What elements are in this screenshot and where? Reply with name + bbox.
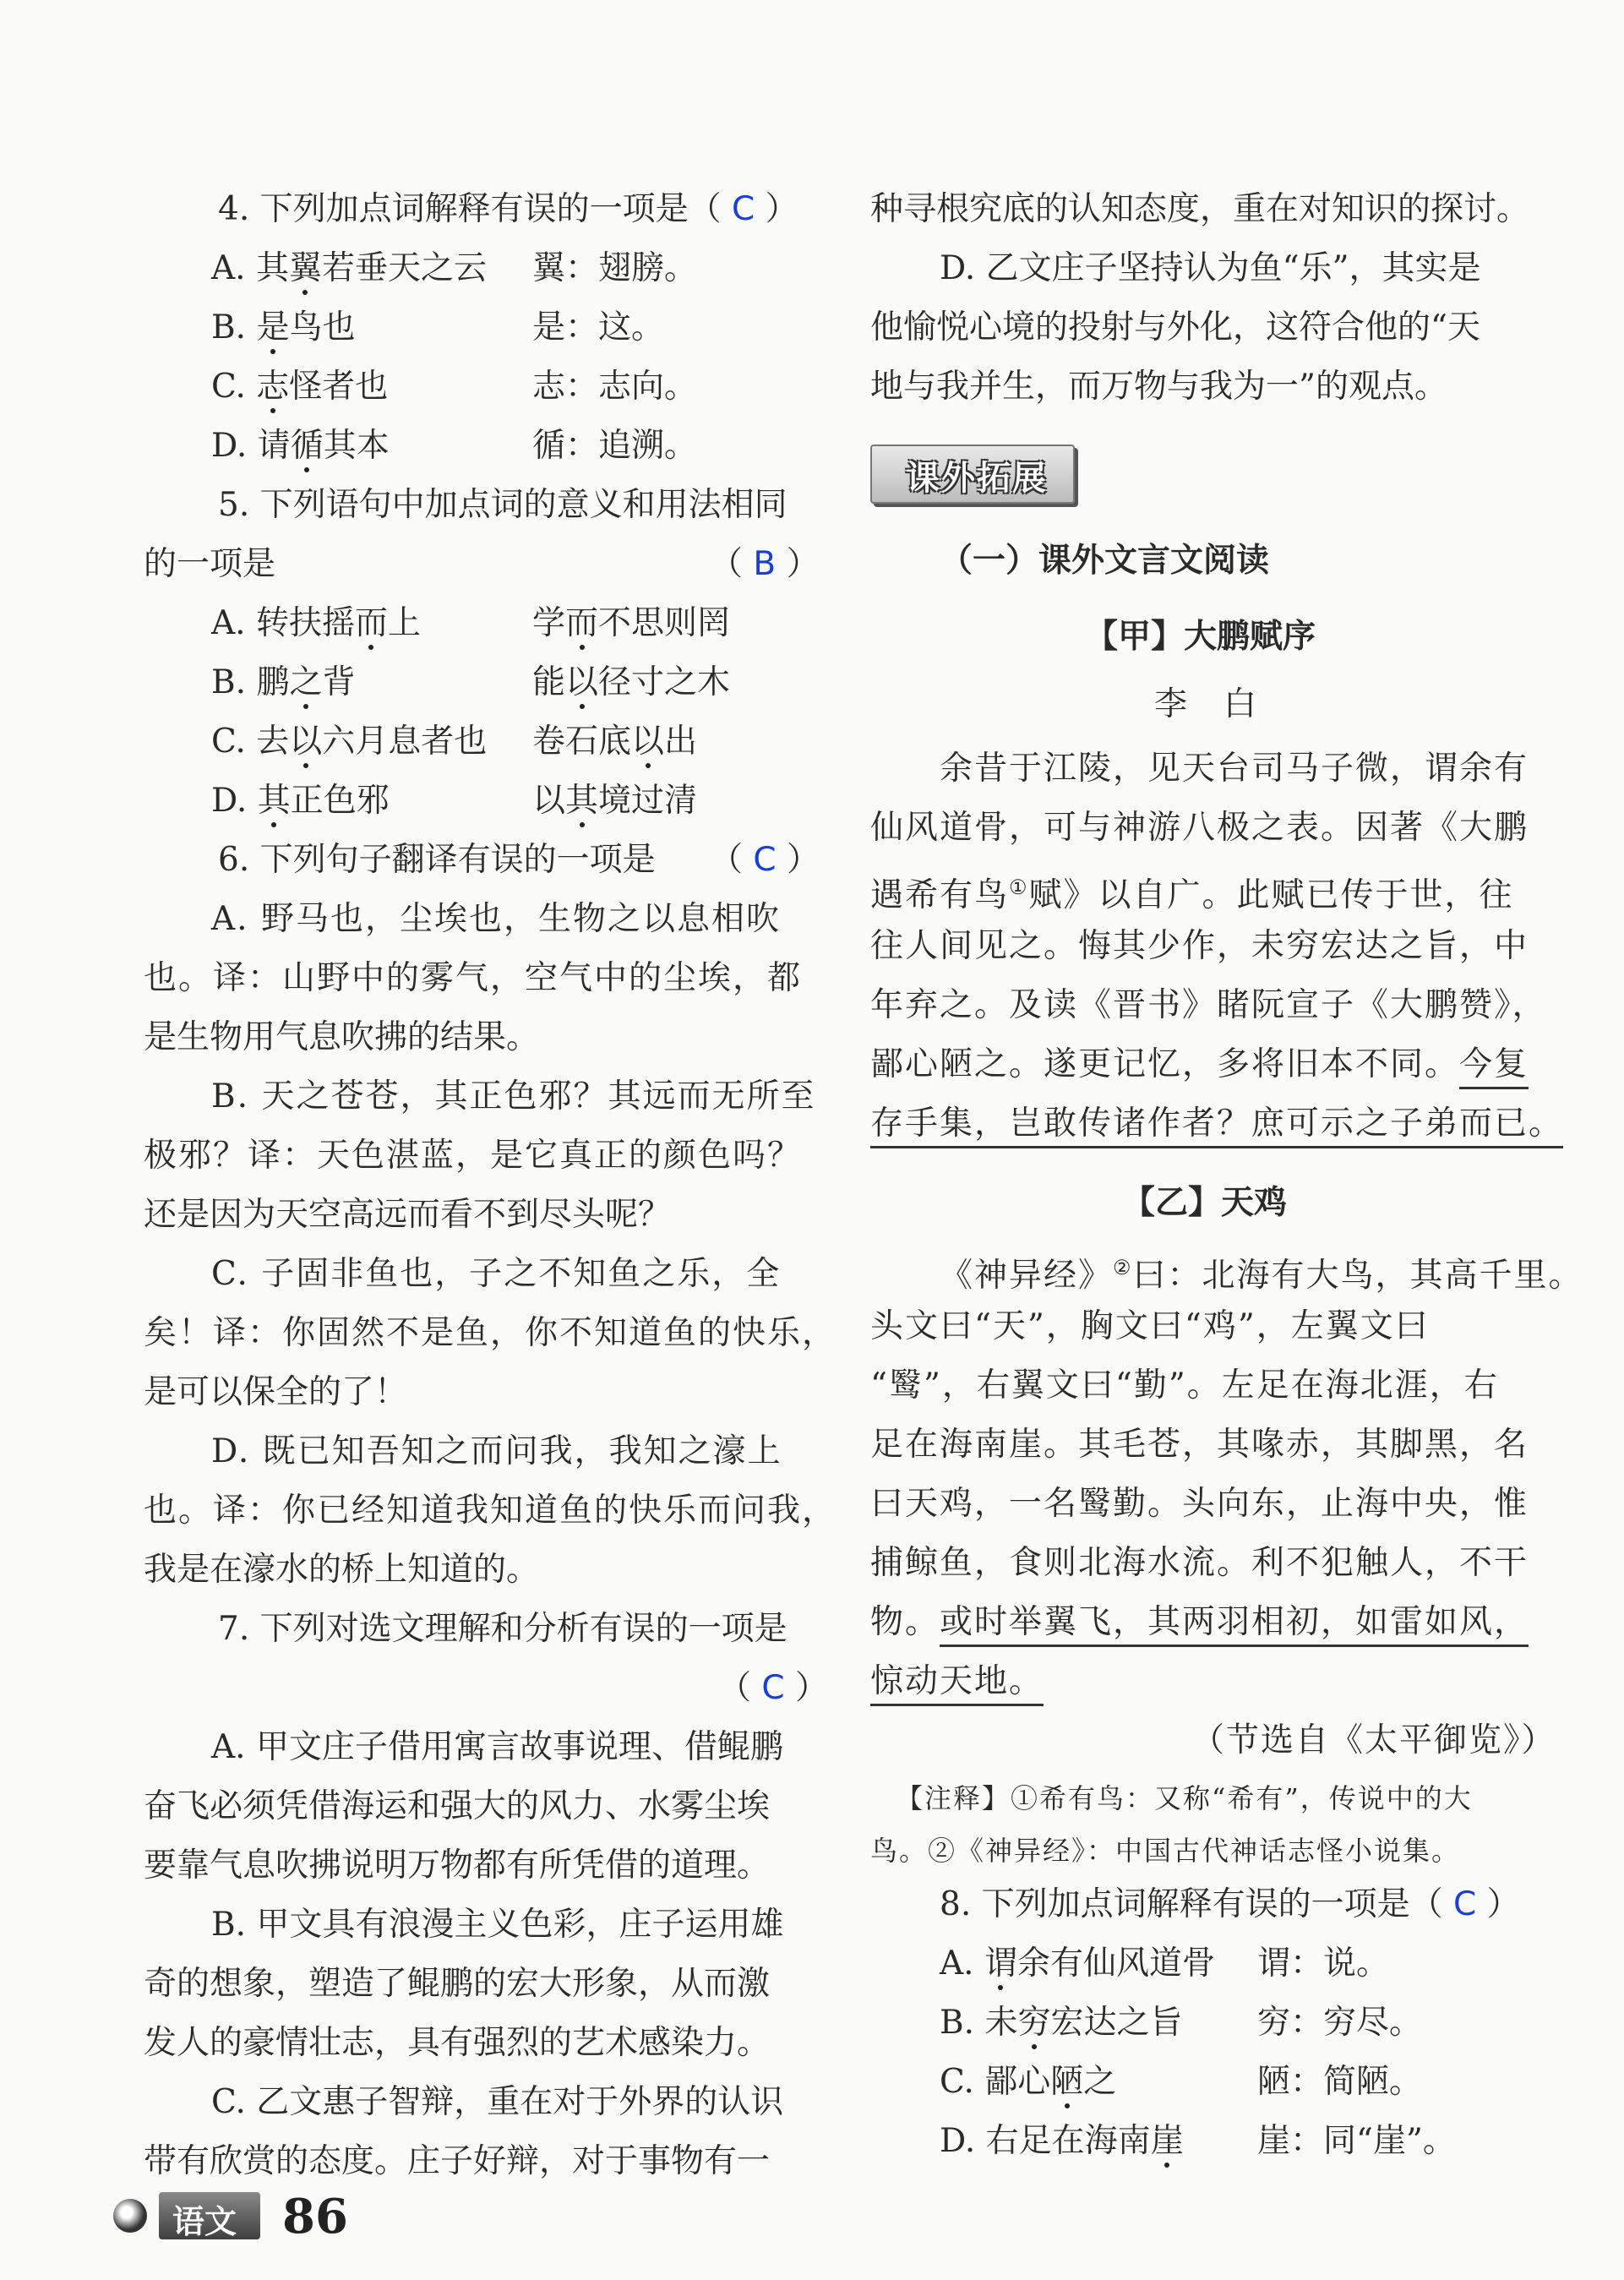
q5-option-a: A. 转扶摇而上 学而不思则罔 <box>211 604 731 642</box>
yi-title: 【乙】天鸡 <box>1122 1184 1288 1222</box>
subject-badge: 语文 <box>159 2192 260 2239</box>
jia-line-3: 遇希有鸟①赋》以自广。此赋已传于世，往 <box>870 875 1514 914</box>
q7-option-c-2: 带有欣赏的态度。庄子好辩，对于事物有一 <box>144 2142 771 2180</box>
jia-line-5: 年弃之。及读《晋书》睹阮宣子《大鹏赞》， <box>870 986 1547 1024</box>
jia-line-1: 余昔于江陵，见天台司马子微，谓余有 <box>940 750 1529 788</box>
q5-stem: 5. 下列语句中加点词的意义和用法相同 <box>218 486 787 524</box>
q5-option-b: B. 鹏之背 能以径寸之木 <box>211 663 731 701</box>
q6-option-a-3: 是生物用气息吹拂的结果。 <box>144 1018 540 1056</box>
jia-line-2: 仙风道骨，可与神游八极之表。因著《大鹏 <box>870 809 1529 847</box>
q7-option-b-3: 发人的豪情壮志，具有强烈的艺术感染力。 <box>144 2024 771 2062</box>
q7-option-d-2: 他愉悦心境的投射与外化，这符合他的“天 <box>870 308 1480 346</box>
q6-option-d-2: 也。译：你已经知道我知道鱼的快乐而问我， <box>144 1492 837 1530</box>
jia-line-4: 往人间见之。悔其少作，未穷宏达之旨，中 <box>870 927 1529 965</box>
yi-line-8: 惊动天地。 <box>870 1661 1044 1702</box>
jia-title: 【甲】大鹏赋序 <box>1085 618 1316 656</box>
q5-stem-cont: 的一项是 <box>144 545 276 583</box>
q7-option-c-3: 种寻根究底的认知态度，重在对知识的探讨。 <box>870 190 1530 228</box>
q6-option-b-2: 极邪？译：天色湛蓝，是它真正的颜色吗？ <box>144 1137 803 1175</box>
q7-option-a-1: A. 甲文庄子借用寓言故事说理、借鲲鹏 <box>211 1728 783 1766</box>
q6-stem: 6. 下列句子翻译有误的一项是 <box>218 841 656 879</box>
jia-author: 李 白 <box>1154 685 1259 723</box>
yi-line-4: 足在海南崖。其毛苍，其喙赤，其脚黑，名 <box>870 1426 1529 1464</box>
q5-option-c: C. 去以六月息者也 卷石底以出 <box>211 723 698 761</box>
q4-option-a: A. 其翼若垂天之云 翼：翅膀。 <box>211 249 698 287</box>
q6-option-c-1: C. 子固非鱼也，子之不知鱼之乐，全 <box>211 1255 782 1293</box>
page-number: 86 <box>282 2189 348 2245</box>
q5-answer: （ B ） <box>710 545 820 583</box>
footer-bullet-icon <box>113 2199 147 2233</box>
section-badge: 课外拓展 <box>870 445 1075 504</box>
q4-option-c: C. 志怪者也 志：志向。 <box>211 368 698 406</box>
yi-line-1: 《神异经》②曰：北海有大鸟，其高千里。 <box>940 1256 1583 1295</box>
yi-line-5: 曰天鸡，一名鹥勤。头向东，止海中央，惟 <box>870 1485 1529 1523</box>
yi-line-2: 头文曰“天”，胸文曰“鸡”，左翼文曰 <box>870 1307 1430 1345</box>
q8-option-b: B. 未穷宏达之旨 穷：穷尽。 <box>940 2004 1423 2042</box>
notes-line-2: 鸟。②《神异经》：中国古代神话志怪小说集。 <box>870 1835 1461 1867</box>
subsection-heading: （一）课外文言文阅读 <box>940 542 1270 580</box>
q7-option-a-3: 要靠气息吹拂说明万物都有所凭借的道理。 <box>144 1846 771 1885</box>
yi-line-3: “鹥”，右翼文曰“勤”。左足在海北涯，右 <box>870 1366 1499 1405</box>
q6-option-a-1: A. 野马也，尘埃也，生物之以息相吹 <box>211 900 781 938</box>
q6-option-c-2: 矣！译：你固然不是鱼，你不知道鱼的快乐， <box>144 1314 837 1352</box>
q7-option-b-1: B. 甲文具有浪漫主义色彩，庄子运用雄 <box>211 1906 784 1944</box>
q7-option-a-2: 奋飞必须凭借海运和强大的风力、水雾尘埃 <box>144 1787 771 1825</box>
q7-option-d-3: 地与我并生，而万物与我为一”的观点。 <box>870 368 1447 406</box>
jia-line-6: 鄙心陋之。遂更记忆，多将旧本不同。今复 <box>870 1045 1529 1085</box>
q8-stem: 8. 下列加点词解释有误的一项是（ C ） <box>940 1885 1520 1923</box>
q6-option-a-2: 也。译：山野中的雾气，空气中的尘埃，都 <box>144 959 803 997</box>
q7-option-c-1: C. 乙文惠子智辩，重在对于外界的认识 <box>211 2083 784 2121</box>
jia-line-7: 存手集，岂敢传诸作者？庶可示之子弟而已。 <box>870 1104 1563 1144</box>
q6-option-b-1: B. 天之苍苍，其正色邪？其远而无所至 <box>211 1077 816 1115</box>
q7-option-d-1: D. 乙文庄子坚持认为鱼“乐”，其实是 <box>940 249 1481 287</box>
q8-option-c: C. 鄙心陋之 陋：简陋。 <box>940 2063 1423 2101</box>
source-citation: （节选自《太平御览》） <box>1191 1721 1556 1759</box>
yi-line-7: 物。或时举翼飞，其两羽相初，如雷如风， <box>870 1602 1529 1643</box>
q7-option-b-2: 奇的想象，塑造了鲲鹏的宏大形象，从而激 <box>144 1965 771 2003</box>
q4-option-b: B. 是鸟也 是：这。 <box>211 308 665 346</box>
q6-answer: （ C ） <box>710 841 820 879</box>
notes-line-1: 【注释】①希有鸟：又称“希有”，传说中的大 <box>896 1782 1473 1814</box>
q4-option-d: D. 请循其本 循：追溯。 <box>211 427 698 465</box>
q8-option-d: D. 右足在海南崖 崖：同“崖”。 <box>940 2122 1456 2160</box>
yi-line-6: 捕鲸鱼，食则北海水流。利不犯触人，不干 <box>870 1544 1529 1582</box>
q4-stem: 4. 下列加点词解释有误的一项是（ C ） <box>218 190 798 228</box>
q6-option-c-3: 是可以保全的了！ <box>144 1373 408 1411</box>
q5-option-d: D. 其正色邪 以其境过清 <box>211 782 698 820</box>
q6-option-b-3: 还是因为天空高远而看不到尽头呢？ <box>144 1196 672 1234</box>
q7-answer: （ C ） <box>718 1669 829 1707</box>
q6-option-d-1: D. 既已知吾知之而问我，我知之濠上 <box>211 1432 782 1470</box>
q8-option-a: A. 谓余有仙风道骨 谓：说。 <box>940 1945 1390 1983</box>
q6-option-d-3: 我是在濠水的桥上知道的。 <box>144 1551 540 1589</box>
q7-stem: 7. 下列对选文理解和分析有误的一项是 <box>218 1610 787 1648</box>
